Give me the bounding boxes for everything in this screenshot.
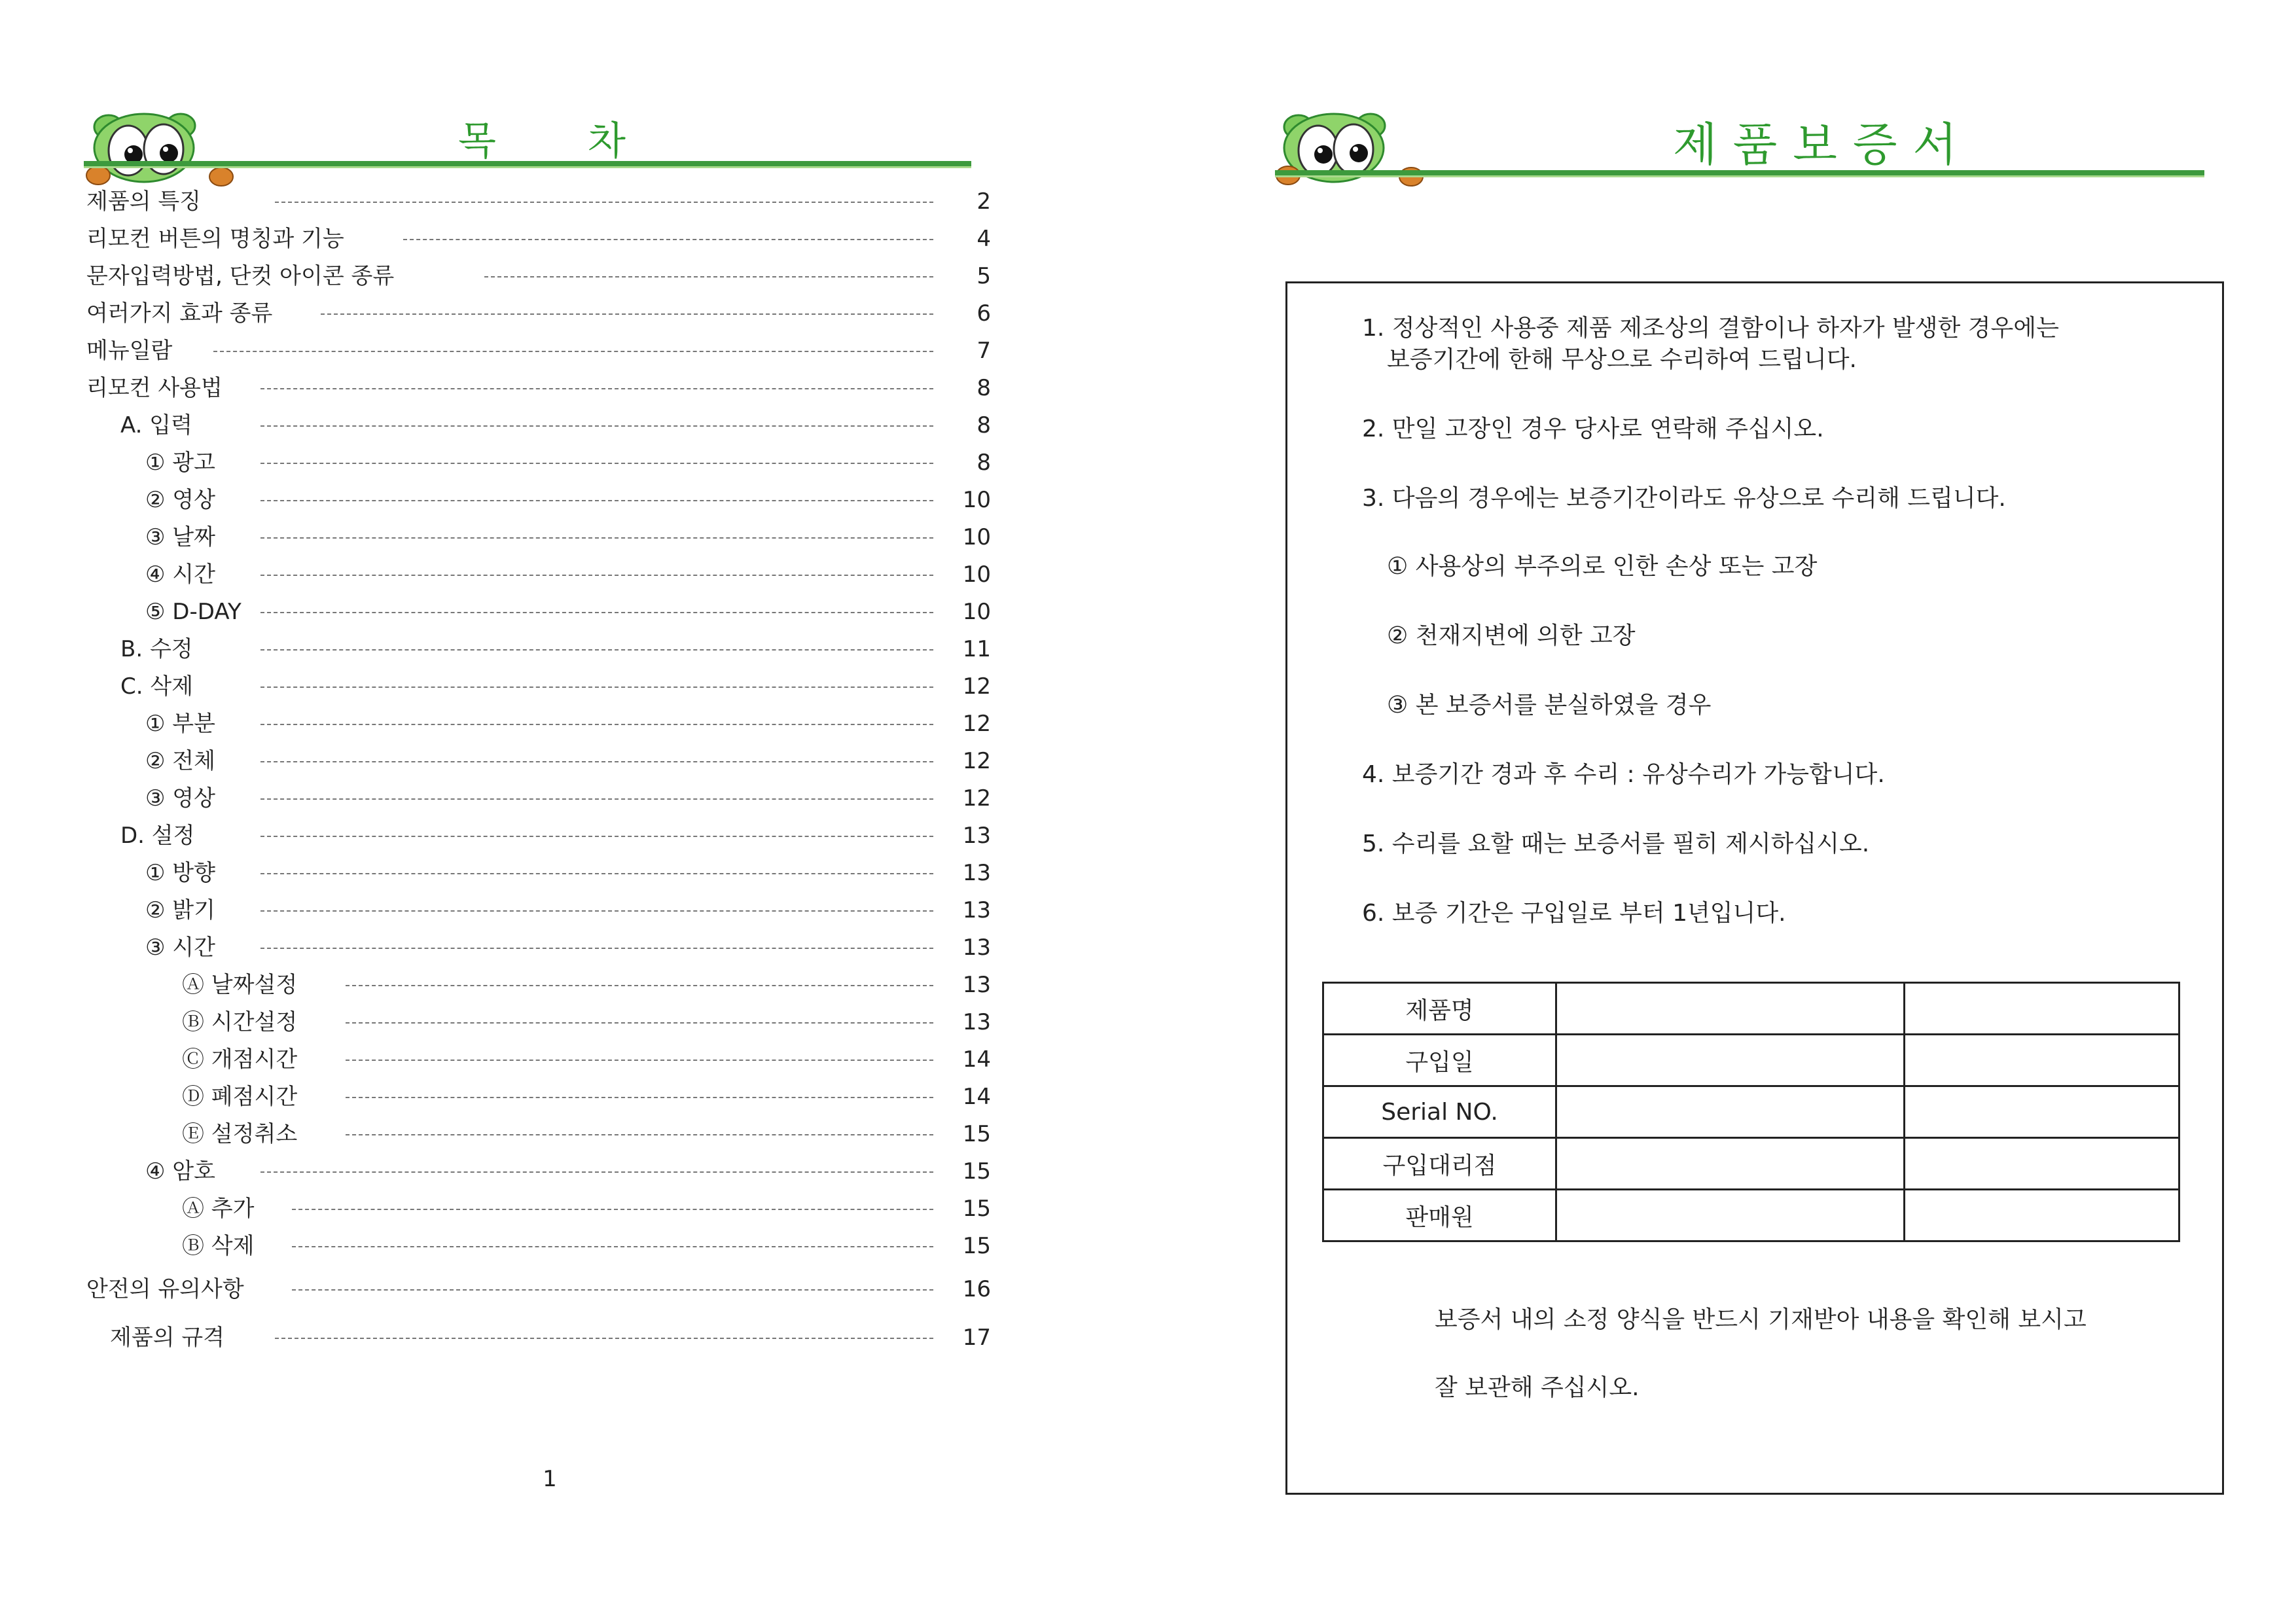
toc-entry-label: B. 수정 [120,636,193,662]
toc-entry-page: 15 [962,1121,991,1147]
toc-entry [0,820,1148,851]
toc-leader [260,612,933,613]
toc-entry [0,857,1148,889]
warranty-field-label: 제품명 [1323,983,1556,1035]
toc-leader [260,649,933,651]
toc-entry-page: 10 [962,487,991,513]
toc-entry-label: A. 입력 [120,412,192,438]
toc-leader [260,798,933,800]
toc-entry-label: ① 방향 [145,860,215,886]
toc-entry [0,522,1148,553]
toc-entry [0,783,1148,814]
toc-entry [0,671,1148,702]
warranty-table-row [1323,1035,2179,1086]
toc-leader [275,1338,933,1339]
toc-leader [260,1171,933,1173]
toc-entry-page: 11 [962,636,991,662]
toc-entry-label: D. 설정 [120,823,195,849]
toc-entry-label: Ⓓ 폐점시간 [182,1084,298,1110]
warranty-table-row [1323,1190,2179,1241]
warranty-field-label: 판매원 [1323,1190,1556,1241]
toc-entry-label: 안전의 유의사항 [86,1276,244,1302]
toc-leader [275,202,933,203]
warranty-field-value [1556,1190,1905,1241]
toc-entry-label: 리모컨 버튼의 명칭과 기능 [86,226,344,252]
toc-entry-label: 리모컨 사용법 [86,375,223,401]
toc-leader [346,1134,933,1135]
toc-entry-page: 13 [962,897,991,923]
warranty-field-label: Serial NO. [1323,1086,1556,1138]
toc-entry [0,1230,1148,1262]
toc-entry-page: 13 [962,823,991,849]
toc-entry-page: 14 [962,1046,991,1073]
toc-entry-label: ③ 영상 [145,785,215,812]
warranty-field-extra [1905,1138,2179,1190]
toc-entry [0,1044,1148,1075]
toc-entry-page: 2 [977,188,991,215]
toc-entry-page: 13 [962,972,991,998]
toc-entry-page: 14 [962,1084,991,1110]
warranty-field-extra [1905,983,2179,1035]
mascot-eyes-icon [82,105,240,196]
toc-entry-label: ⑤ D-DAY [145,599,242,625]
toc-leader [260,575,933,576]
toc-entry-page: 13 [962,860,991,886]
toc-leader [260,761,933,762]
toc-entry [0,1081,1148,1113]
warranty-item: 보증기간에 한해 무상으로 수리하여 드립니다. [1387,346,1857,373]
warranty-item: ③ 본 보증서를 분실하였을 경우 [1387,692,1712,719]
toc-entry [0,1193,1148,1224]
toc-leader [292,1289,933,1291]
toc-entry-label: 여러가지 효과 종류 [86,300,273,327]
toc-entry-page: 16 [962,1276,991,1302]
toc-entry [0,1274,1148,1305]
toc-entry-page: 8 [977,450,991,476]
toc-leader [260,537,933,539]
toc-entry [0,186,1148,217]
warranty-field-value [1556,1086,1905,1138]
warranty-table-row [1323,983,2179,1035]
toc-entry-label: 문자입력방법, 단컷 아이콘 종류 [86,263,395,289]
warranty-field-label: 구입일 [1323,1035,1556,1086]
toc-entry-page: 17 [962,1325,991,1351]
toc-leader [346,1097,933,1098]
toc-entry [0,895,1148,926]
warranty-note: 보증서 내의 소정 양식을 반드시 기재받아 내용을 확인해 보시고 [1435,1306,2087,1333]
toc-entry-label: 제품의 규격 [110,1325,225,1351]
toc-entry-page: 10 [962,599,991,625]
toc-entry-page: 10 [962,562,991,588]
toc-entry-label: 메뉴일람 [86,338,173,364]
toc-leader [403,239,933,240]
toc-entry-label: ③ 날짜 [145,524,215,550]
toc-leader [260,500,933,501]
toc-entry-page: 12 [962,785,991,812]
toc-entry-label: ③ 시간 [145,935,215,961]
toc-entry [0,298,1148,329]
toc-entry [0,335,1148,366]
warranty-field-label: 구입대리점 [1323,1138,1556,1190]
toc-entry [0,223,1148,255]
toc-entry-label: 제품의 특징 [86,188,202,215]
toc-entry-label: ④ 시간 [145,562,215,588]
toc-entry-label: Ⓐ 날짜설정 [182,972,298,998]
warranty-field-value [1556,1035,1905,1086]
warranty-table-row [1323,1138,2179,1190]
warranty-item: 3. 다음의 경우에는 보증기간이라도 유상으로 수리해 드립니다. [1362,485,2006,512]
warranty-title: 제품보증서 [1673,118,1973,171]
toc-entry-page: 15 [962,1158,991,1185]
warranty-page [1148,0,2296,1623]
toc-leader [260,687,933,688]
toc-entry-label: Ⓐ 추가 [182,1196,255,1222]
toc-entry-label: ① 부분 [145,711,215,737]
toc-entry-page: 5 [977,263,991,289]
warranty-item: ② 천재지변에 의한 고장 [1387,622,1636,649]
toc-entry-page: 15 [962,1233,991,1259]
warranty-field-value [1556,1138,1905,1190]
page-number: 1 [543,1466,557,1492]
warranty-field-extra [1905,1035,2179,1086]
warranty-field-value [1556,983,1905,1035]
toc-leader [260,910,933,912]
toc-entry-page: 12 [962,711,991,737]
toc-entry [0,484,1148,516]
toc-entry [0,447,1148,478]
warranty-item: 2. 만일 고장인 경우 당사로 연락해 주십시오. [1362,416,1824,442]
toc-leader [260,425,933,427]
toc-entry-page: 6 [977,300,991,327]
warranty-item: ① 사용상의 부주의로 인한 손상 또는 고장 [1387,553,1818,580]
toc-entry [0,708,1148,740]
warranty-note: 잘 보관해 주십시오. [1435,1374,1640,1401]
toc-entry [0,372,1148,404]
toc-entry [0,633,1148,665]
toc-leader [260,948,933,949]
toc-entry-page: 12 [962,673,991,700]
warranty-item: 4. 보증기간 경과 후 수리 : 유상수리가 가능합니다. [1362,761,1885,788]
toc-entry [0,1322,1148,1353]
toc-entry-page: 4 [977,226,991,252]
toc-entry-page: 15 [962,1196,991,1222]
toc-entry-page: 13 [962,1009,991,1035]
toc-leader [484,276,933,277]
toc-entry-label: ② 전체 [145,748,215,774]
warranty-item: 5. 수리를 요할 때는 보증서를 필히 제시하십시오. [1362,830,1870,857]
toc-leader [260,724,933,725]
warranty-table [1322,982,2180,1242]
toc-entry-page: 10 [962,524,991,550]
warranty-field-extra [1905,1086,2179,1138]
toc-entry-page: 7 [977,338,991,364]
toc-leader [292,1246,933,1247]
toc-leader [346,1060,933,1061]
toc-entry [0,596,1148,628]
toc-leader [346,985,933,986]
toc-entry [0,410,1148,441]
toc-leader [260,836,933,837]
toc-entry [0,1007,1148,1038]
warranty-table-row [1323,1086,2179,1138]
warranty-item: 1. 정상적인 사용중 제품 제조상의 결함이나 하자가 발생한 경우에는 [1362,315,2059,342]
mascot-eyes-icon [1272,105,1429,196]
toc-entry [0,1156,1148,1187]
toc-entry-label: ② 영상 [145,487,215,513]
warranty-item: 6. 보증 기간은 구입일로 부터 1년입니다. [1362,900,1786,927]
toc-leader [292,1209,933,1210]
toc-leader [260,463,933,464]
warranty-field-extra [1905,1190,2179,1241]
toc-entry-label: ④ 암호 [145,1158,215,1185]
toc-leader [321,313,933,315]
toc-entry-label: Ⓑ 삭제 [182,1233,255,1259]
toc-entry-page: 8 [977,375,991,401]
toc-entry [0,1118,1148,1150]
toc-entry-label: Ⓒ 개점시간 [182,1046,298,1073]
toc-leader [346,1022,933,1024]
toc-entry-label: ① 광고 [145,450,215,476]
toc-entry-label: Ⓔ 설정취소 [182,1121,298,1147]
toc-entry-label: Ⓑ 시간설정 [182,1009,298,1035]
toc-entry [0,260,1148,292]
toc-entry-label: C. 삭제 [120,673,194,700]
toc-entry [0,932,1148,963]
toc-entry [0,745,1148,777]
toc-leader [260,873,933,874]
toc-entry-page: 12 [962,748,991,774]
toc-entry [0,969,1148,1001]
toc-leader [213,351,933,352]
toc-entry-page: 13 [962,935,991,961]
toc-entry [0,559,1148,590]
toc-entry-label: ② 밝기 [145,897,215,923]
toc-leader [260,388,933,389]
toc-title: 목차 [458,118,717,164]
toc-entry-page: 8 [977,412,991,438]
